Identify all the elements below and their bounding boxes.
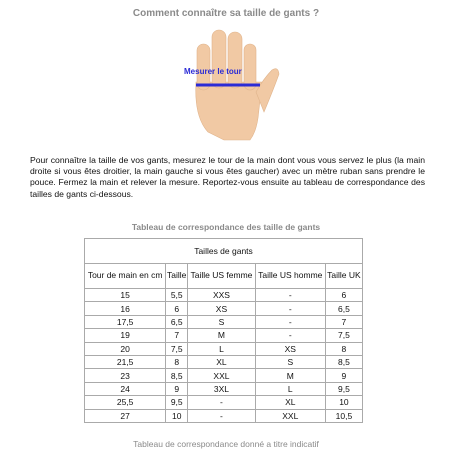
table-row: [85, 369, 363, 382]
table-cell: 7,5: [325, 329, 362, 342]
table-cell: 8,5: [325, 355, 362, 368]
header-taille: Taille: [166, 264, 188, 289]
table-cell: L: [188, 342, 256, 355]
table-cell: XL: [188, 355, 256, 368]
header-tour-de-main: Tour de main en cm: [85, 264, 166, 289]
table-title: Tableau de correspondance des taille de gants: [131, 222, 321, 232]
table-cell: -: [255, 329, 325, 342]
table-cell: S: [255, 355, 325, 368]
table-row: [85, 342, 363, 355]
table-cell: S: [188, 315, 256, 328]
table-caption: Tailles de gants: [85, 239, 363, 264]
table-header-row: [85, 264, 363, 289]
size-table: [84, 238, 363, 423]
table-row: [85, 409, 363, 422]
table-cell: L: [255, 382, 325, 395]
table-cell: -: [255, 289, 325, 302]
table-row: [85, 329, 363, 342]
table-cell: 21,5: [85, 355, 166, 368]
table-cell: 6: [325, 289, 362, 302]
table-cell: 8,5: [166, 369, 188, 382]
measure-label: Mesurer le tour: [184, 67, 242, 76]
table-cell: 7,5: [166, 342, 188, 355]
table-cell: M: [255, 369, 325, 382]
table-cell: M: [188, 329, 256, 342]
table-cell: XXL: [255, 409, 325, 422]
table-cell: 7: [325, 315, 362, 328]
table-row: [85, 355, 363, 368]
table-cell: XS: [188, 302, 256, 315]
table-cell: 5,5: [166, 289, 188, 302]
table-cell: 10,5: [325, 409, 362, 422]
intro-paragraph: Pour connaître la taille de vos gants, mesurez le tour de la main dont vous vous servez le plus (la main droite si vous êtes droitier, la main gauche si vous êtes gaucher) avec un mètre ruban sans prendre le pouce. Fermez la main et relever la mesure. Reportez-vous ensuite au tableau de correspondance des tailles de gants ci-dessous.: [30, 155, 425, 199]
table-cell: 3XL: [188, 382, 256, 395]
table-cell: 9: [325, 369, 362, 382]
table-body: [85, 289, 363, 423]
table-row: [85, 382, 363, 395]
table-cell: -: [188, 409, 256, 422]
table-cell: 10: [166, 409, 188, 422]
table-cell: 8: [325, 342, 362, 355]
header-taille-us-femme: Taille US femme: [188, 264, 256, 289]
table-row: [85, 302, 363, 315]
table-cell: XXS: [188, 289, 256, 302]
table-cell: 9,5: [166, 396, 188, 409]
table-cell: 24: [85, 382, 166, 395]
table-cell: -: [255, 302, 325, 315]
table-cell: -: [255, 315, 325, 328]
table-cell: XL: [255, 396, 325, 409]
table-cell: 19: [85, 329, 166, 342]
table-cell: 20: [85, 342, 166, 355]
header-taille-us-homme: Taille US homme: [255, 264, 325, 289]
table-row: [85, 289, 363, 302]
table-footnote: Tableau de correspondance donné a titre indicatif: [133, 439, 319, 449]
table-cell: 10: [325, 396, 362, 409]
table-caption-row: [85, 239, 363, 264]
page-heading: Comment connaître sa taille de gants ?: [132, 8, 320, 19]
table-cell: 25,5: [85, 396, 166, 409]
table-cell: 27: [85, 409, 166, 422]
table-row: [85, 315, 363, 328]
table-cell: 15: [85, 289, 166, 302]
table-cell: 8: [166, 355, 188, 368]
table-cell: -: [188, 396, 256, 409]
table-cell: 9,5: [325, 382, 362, 395]
table-cell: 6,5: [166, 315, 188, 328]
table-cell: 17,5: [85, 315, 166, 328]
table-cell: 16: [85, 302, 166, 315]
table-cell: 6,5: [325, 302, 362, 315]
table-cell: 7: [166, 329, 188, 342]
table-cell: 6: [166, 302, 188, 315]
table-cell: 23: [85, 369, 166, 382]
table-cell: 9: [166, 382, 188, 395]
table-cell: XXL: [188, 369, 256, 382]
header-taille-uk: Taille UK: [325, 264, 362, 289]
hand-illustration: [166, 22, 286, 142]
table-cell: XS: [255, 342, 325, 355]
hand-icon: [166, 22, 286, 142]
table-row: [85, 396, 363, 409]
